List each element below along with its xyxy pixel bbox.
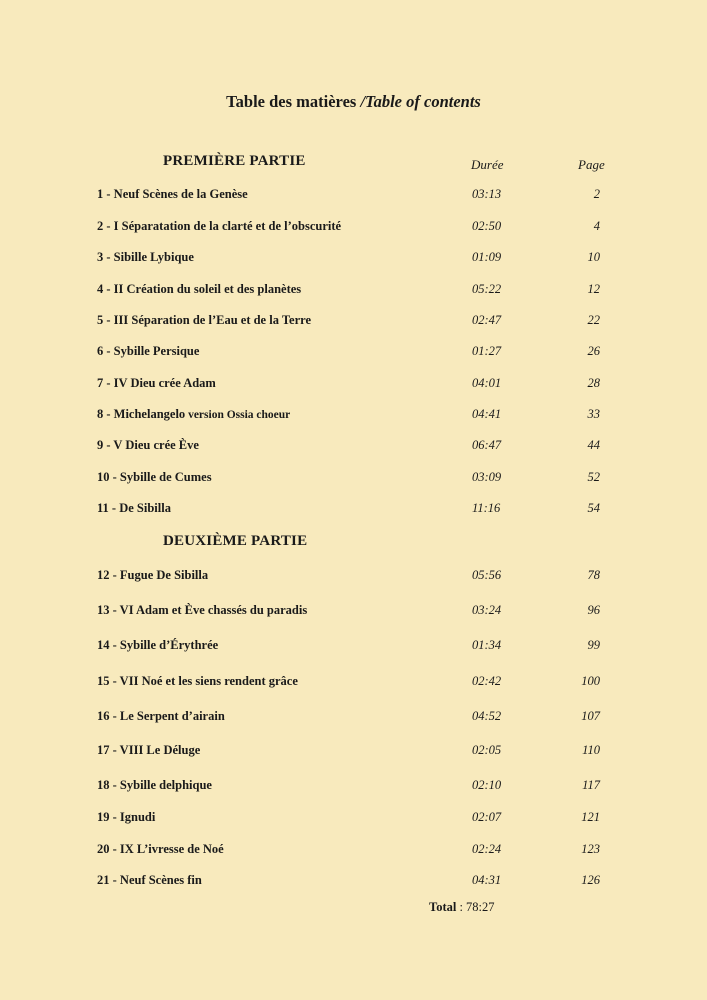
toc-entry-title <box>97 810 155 825</box>
toc-entry-duration: 11:16 <box>472 501 501 515</box>
toc-entry-title <box>97 438 199 453</box>
section-heading-part1: PREMIÈRE PARTIE <box>163 153 306 169</box>
toc-entry-duration: 04:01 <box>472 376 502 390</box>
toc-entry-title-text: 9 - V Dieu crée Ève <box>97 438 199 452</box>
toc-entry-title-text: 6 - Sybille Persique <box>97 344 200 358</box>
toc-entry-title-text: 11 - De Sibilla <box>97 501 171 515</box>
toc-entry-page: 22 <box>587 313 600 327</box>
total-value: : 78:27 <box>456 900 495 914</box>
toc-entry-duration: 04:31 <box>472 873 502 887</box>
toc-entry-page: 99 <box>587 638 600 652</box>
toc-entry-duration: 04:41 <box>472 407 502 421</box>
column-header-duration: Durée <box>471 157 504 172</box>
toc-entry-page: 33 <box>587 407 600 421</box>
toc-row <box>0 778 707 796</box>
toc-entry-title <box>97 709 225 724</box>
toc-entry-duration: 02:50 <box>472 219 502 233</box>
toc-entry-duration: 06:47 <box>472 438 502 452</box>
toc-row <box>0 873 707 891</box>
toc-entry-page: 78 <box>587 568 600 582</box>
toc-entry-title-text: 5 - III Séparation de l’Eau et de la Terre <box>97 313 312 327</box>
toc-entry-duration: 03:09 <box>472 470 502 484</box>
toc-row <box>0 313 707 331</box>
toc-entry-duration: 01:34 <box>472 638 502 652</box>
toc-entry-title-text: 16 - Le Serpent d’airain <box>97 709 225 723</box>
toc-entry-page: 126 <box>581 873 600 887</box>
toc-row <box>0 568 707 586</box>
column-header-page: Page <box>578 157 605 172</box>
toc-entry-title-text: 18 - Sybille delphique <box>97 778 212 792</box>
toc-entry-title <box>97 187 248 202</box>
toc-entry-duration: 02:47 <box>472 313 502 327</box>
toc-entry-page: 28 <box>587 376 600 390</box>
section-heading-part2: DEUXIÈME PARTIE <box>163 533 308 549</box>
toc-entry-title-text: 19 - Ignudi <box>97 810 156 824</box>
toc-entry-title <box>97 470 212 485</box>
toc-entry-title <box>97 376 216 391</box>
toc-entry-page: 107 <box>581 709 600 723</box>
toc-entry-duration: 01:27 <box>472 344 502 358</box>
toc-entry-duration: 02:05 <box>472 743 502 757</box>
title-french: Table des matières <box>226 92 361 111</box>
toc-entry-title <box>97 501 171 516</box>
toc-entry-page: 44 <box>587 438 600 452</box>
toc-entry-title <box>97 674 298 689</box>
toc-entry-title <box>97 344 199 359</box>
toc-row <box>0 709 707 727</box>
toc-row <box>0 219 707 237</box>
toc-entry-page: 123 <box>581 842 600 856</box>
toc-entry-title <box>97 568 208 583</box>
toc-entry-duration: 02:24 <box>472 842 502 856</box>
toc-row <box>0 376 707 394</box>
toc-entry-page: 96 <box>587 603 600 617</box>
toc-entry-title <box>97 407 290 422</box>
toc-entry-page: 110 <box>582 743 600 757</box>
toc-entry-title-text: 8 - Michelangelo <box>97 407 186 421</box>
toc-entry-page: 12 <box>587 282 600 296</box>
toc-entry-page: 54 <box>587 501 600 515</box>
toc-entry-duration: 03:13 <box>472 187 502 201</box>
toc-entry-title <box>97 603 307 618</box>
toc-row <box>0 470 707 488</box>
toc-entry-page: 52 <box>587 470 600 484</box>
toc-row <box>0 438 707 456</box>
page-title <box>0 92 707 112</box>
toc-row <box>0 187 707 205</box>
toc-entry-subtitle: version Ossia choeur <box>185 409 291 421</box>
toc-entry-title <box>97 313 311 328</box>
toc-row <box>0 407 707 425</box>
toc-entry-page: 121 <box>581 810 600 824</box>
total-duration <box>429 900 495 915</box>
total-label: Total <box>429 900 457 914</box>
toc-row <box>0 638 707 656</box>
toc-entry-page: 117 <box>582 778 600 792</box>
toc-entry-title-text: 17 - VIII Le Déluge <box>97 743 201 757</box>
toc-row <box>0 282 707 300</box>
toc-entry-title <box>97 778 212 793</box>
toc-entry-title-text: 2 - I Séparatation de la clarté et de l’obscurité <box>97 219 342 233</box>
toc-entry-title <box>97 282 301 297</box>
toc-entry-title <box>97 219 341 234</box>
toc-entry-page: 10 <box>587 250 600 264</box>
toc-entry-page: 4 <box>593 219 600 233</box>
toc-entry-duration: 03:24 <box>472 603 502 617</box>
toc-entry-title-text: 15 - VII Noé et les siens rendent grâce <box>97 674 298 688</box>
toc-entry-title <box>97 873 202 888</box>
toc-entry-title-text: 20 - IX L’ivresse de Noé <box>97 842 224 856</box>
toc-row <box>0 842 707 860</box>
toc-entry-duration: 02:07 <box>472 810 502 824</box>
toc-entry-title <box>97 842 224 857</box>
toc-entry-duration: 05:22 <box>472 282 502 296</box>
toc-entry-page: 26 <box>587 344 600 358</box>
toc-entry-title-text: 3 - Sibille Lybique <box>97 250 194 264</box>
toc-entry-page: 2 <box>593 187 600 201</box>
title-english: /Table of contents <box>360 92 481 111</box>
toc-entry-duration: 01:09 <box>472 250 502 264</box>
toc-row <box>0 501 707 519</box>
toc-row <box>0 344 707 362</box>
toc-entry-title-text: 21 - Neuf Scènes fin <box>97 873 202 887</box>
toc-entry-title <box>97 250 194 265</box>
toc-row <box>0 603 707 621</box>
toc-entry-page: 100 <box>581 674 600 688</box>
toc-entry-title-text: 1 - Neuf Scènes de la Genèse <box>97 187 248 201</box>
toc-row <box>0 743 707 761</box>
toc-entry-duration: 02:10 <box>472 778 502 792</box>
toc-row <box>0 250 707 268</box>
toc-entry-title <box>97 743 200 758</box>
toc-entry-duration: 02:42 <box>472 674 502 688</box>
toc-entry-title-text: 10 - Sybille de Cumes <box>97 470 212 484</box>
toc-row <box>0 674 707 692</box>
toc-entry-title-text: 14 - Sybille d’Érythrée <box>97 638 219 652</box>
toc-entry-title <box>97 638 218 653</box>
toc-entry-title-text: 12 - Fugue De Sibilla <box>97 568 209 582</box>
toc-entry-duration: 04:52 <box>472 709 502 723</box>
toc-entry-title-text: 7 - IV Dieu crée Adam <box>97 376 216 390</box>
toc-entry-duration: 05:56 <box>472 568 502 582</box>
toc-entry-title-text: 13 - VI Adam et Ève chassés du paradis <box>97 603 308 617</box>
toc-row <box>0 810 707 828</box>
toc-entry-title-text: 4 - II Création du soleil et des planètes <box>97 282 302 296</box>
